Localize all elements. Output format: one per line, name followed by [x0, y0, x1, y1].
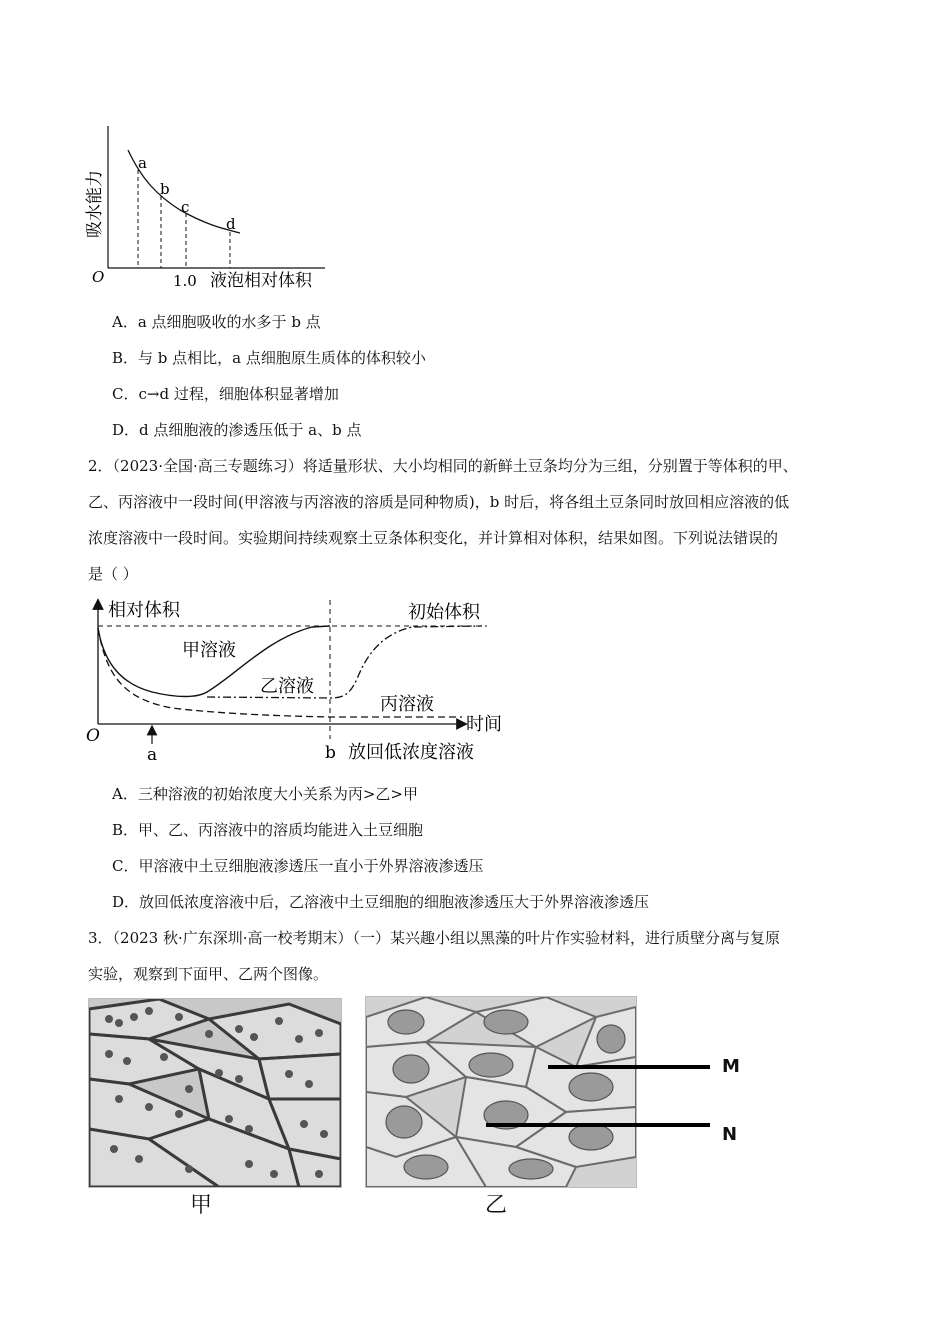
- figure-absorption-curve: [80, 118, 340, 298]
- label-n: N: [722, 1124, 738, 1145]
- q3-line-1: 3．（2023 秋·广东深圳·高一校考期末）（一）某兴趣小组以黑藻的叶片作实验材料，进行质壁分离与复原: [88, 929, 781, 947]
- q2-option-d: D．放回低浓度溶液中后，乙溶液中土豆细胞的细胞液渗透压大于外界溶液渗透压: [112, 893, 650, 911]
- x-axis-label: 时间: [466, 714, 502, 735]
- q1-option-c: C．c→d 过程，细胞体积显著增加: [112, 385, 339, 403]
- mark-b: b: [325, 743, 336, 763]
- y-axis-label: 吸水能力: [85, 170, 105, 238]
- q2-line-1: 2．（2023·全国·高三专题练习）将适量形状、大小均相同的新鲜土豆条均分为三组，分别置于等体积的甲、: [88, 457, 798, 475]
- y-axis-label: 相对体积: [108, 600, 180, 621]
- point-b: b: [160, 180, 170, 198]
- pointer-line-n: [486, 1123, 710, 1127]
- label-jia: 甲溶液: [182, 640, 236, 661]
- q1-option-d: D．d 点细胞液的渗透压低于 a、b 点: [112, 421, 362, 439]
- q2-line-2: 乙、丙溶液中一段时间(甲溶液与丙溶液的溶质是同种物质)，b 时后，将各组土豆条同时放回相应溶液的低: [88, 493, 790, 511]
- label-m: M: [722, 1056, 740, 1077]
- q2-line-4: 是（ ）: [88, 565, 138, 583]
- origin-label: O: [86, 726, 100, 746]
- initial-volume-label: 初始体积: [408, 602, 480, 623]
- x-tick-label: 1.0: [173, 272, 197, 290]
- point-d: d: [226, 215, 236, 233]
- figure-relative-volume: [82, 594, 512, 766]
- origin-label: O: [92, 268, 105, 286]
- caption-jia: 甲: [190, 1193, 213, 1218]
- q2-option-c: C．甲溶液中土豆细胞液渗透压一直小于外界溶液渗透压: [112, 857, 484, 875]
- q2-option-b: B．甲、乙、丙溶液中的溶质均能进入土豆细胞: [112, 821, 424, 839]
- b-note-label: 放回低浓度溶液: [348, 742, 474, 763]
- q1-option-b: B．与 b 点相比，a 点细胞原生质体的体积较小: [112, 349, 426, 367]
- q2-option-a: A．三种溶液的初始浓度大小关系为丙>乙>甲: [112, 785, 418, 803]
- label-bing: 丙溶液: [380, 694, 434, 715]
- point-a: a: [138, 154, 147, 172]
- pointer-line-m: [548, 1065, 710, 1069]
- q3-line-2: 实验，观察到下面甲、乙两个图像。: [88, 965, 329, 983]
- q2-line-3: 浓度溶液中一段时间。实验期间持续观察土豆条体积变化，并计算相对体积，结果如图。下列说法错误的: [88, 529, 779, 547]
- caption-yi: 乙: [485, 1193, 508, 1218]
- label-yi: 乙溶液: [260, 676, 314, 697]
- mark-a: a: [147, 745, 158, 765]
- micrograph-jia: [88, 998, 342, 1188]
- q1-option-a: A．a 点细胞吸收的水多于 b 点: [112, 313, 321, 331]
- micrograph-yi: [365, 996, 637, 1188]
- x-axis-label: 液泡相对体积: [210, 271, 312, 291]
- point-c: c: [181, 198, 190, 216]
